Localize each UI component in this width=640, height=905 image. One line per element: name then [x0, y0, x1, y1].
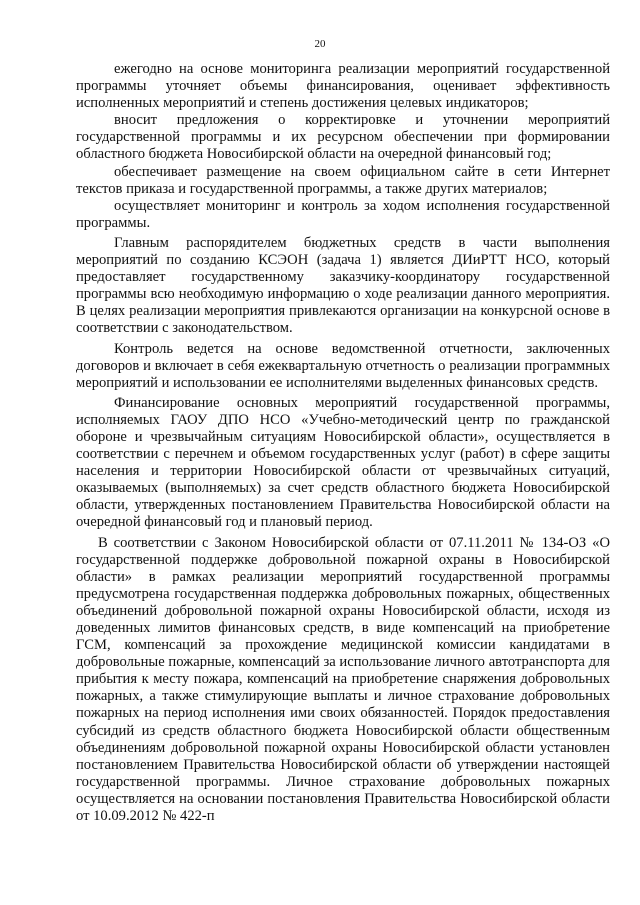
paragraph-volunteer-fire-support: В соответствии с Законом Новосибирской области от 07.11.2011 № 134-ОЗ «О государственной поддержке добровольной пожарной охраны в Новосибирской области» в рамках реализации мероприятий государственной программы предусмотрена государственная поддержка добровольных пожарных, общественных объединений добровольной пожарной охраны Новосибирской области, исходя из доведенных лимитов финансовых средств, в виде компенсаций на приобретение ГСМ, компенсаций за прохождение медицинской комиссии кандидатами в добровольные пожарные, компенсаций за использование личного автотранспорта для прибытия к месту пожара, компенсаций на приобретение снаряжения добровольных пожарных, а также стимулирующие выплаты и личное страхование добровольных пожарных на период исполнения ими своих обязанностей. Порядок предоставления субсидий из средств областного бюджета Новосибирской области общественным объединениям добровольной пожарной охраны Новосибирской области установлен постановлением Правительства Новосибирской области об утверждении настоящей государственной программы. Личное страхование добровольных пожарных осуществляется на основании постановления Правительства Новосибирской области от 10.09.2012 № 422-п — [76, 534, 610, 825]
paragraph-control-reporting: Контроль ведется на основе ведомственной отчетности, заключенных договоров и включает в себя ежеквартальную отчетность о реализации программных мероприятий и использовании ее исполнителями выделенных финансовых средств. — [76, 340, 610, 391]
paragraph-main-budget-manager: Главным распорядителем бюджетных средств в части выполнения мероприятий по созданию КСЭОН (задача 1) является ДИиРТТ НСО, который предоставляет государственному заказчику-координатору государственной программы всю необходимую информацию о ходе реализации данного мероприятия. В целях реализации мероприятия привлекаются организации на конкурсной основе в соответствии с законодательством. — [76, 234, 610, 337]
paragraph-monitoring: ежегодно на основе мониторинга реализации мероприятий государственной программы уточняет объемы финансирования, оценивает эффективность исполненных мероприятий и степень достижения целевых индикаторов; — [76, 61, 610, 112]
paragraph-execution-control: осуществляет мониторинг и контроль за ходом исполнения государственной программы. — [76, 197, 610, 231]
page-number: 20 — [314, 38, 326, 50]
document-body — [76, 61, 610, 825]
paragraph-financing: Финансирование основных мероприятий государственной программы, исполняемых ГАОУ ДПО НСО «Учебно-методический центр по гражданской обороне и чрезвычайным ситуациям Новосибирской области», осуществляется в соответствии с перечнем и объемом государственных услуг (работ) в сфере защиты населения и территории Новосибирской области от чрезвычайных ситуаций, оказываемых (выполняемых) за счет средств областного бюджета Новосибирской области, утвержденных постановлением Правительства Новосибирской области на очередной финансовый год и плановый период. — [76, 394, 610, 531]
paragraph-website-publication: обеспечивает размещение на своем официальном сайте в сети Интернет текстов приказа и государственной программы, а также других материалов; — [76, 163, 610, 197]
paragraph-adjustment-proposals: вносит предложения о корректировке и уточнении мероприятий государственной программы и их ресурсном обеспечении при формировании областного бюджета Новосибирской области на очередной финансовый год; — [76, 112, 610, 163]
